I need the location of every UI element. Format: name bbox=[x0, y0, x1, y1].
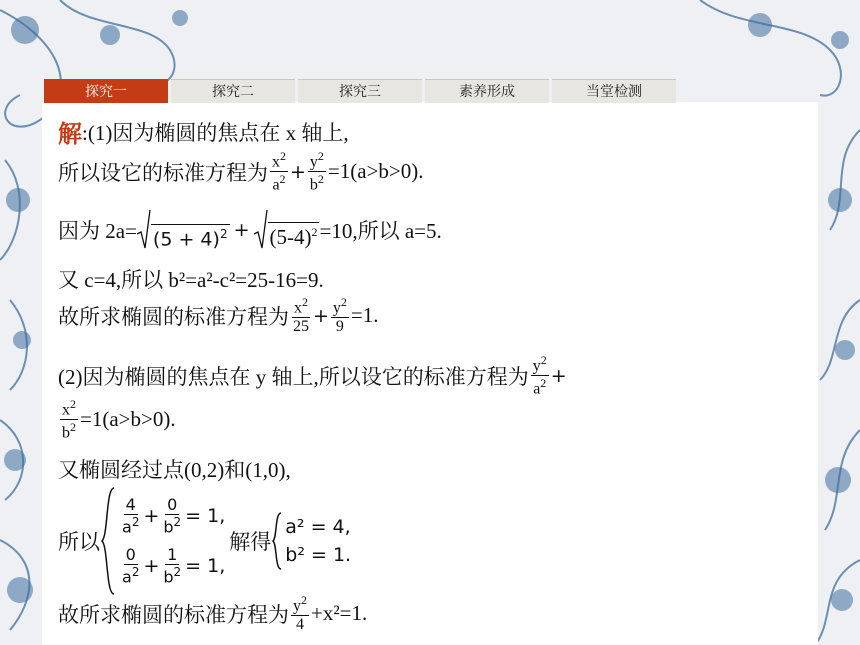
line-10-end: +x²=1. bbox=[311, 601, 368, 626]
line-10-text: 故所求椭圆的标准方程为 bbox=[58, 602, 289, 627]
solve-text: 解得 bbox=[229, 530, 272, 554]
fraction-y2-9: $\frac{y^2}{9}$ bbox=[332, 295, 347, 336]
line-2-text: 所以设它的标准方程为 bbox=[58, 160, 268, 185]
fraction-y2-4: $\frac{y^2}{4}$ bbox=[293, 593, 307, 634]
solution-system bbox=[285, 513, 351, 569]
sqrt-2: $(5-4)^2$ bbox=[254, 210, 320, 250]
line-1-text: :(1)因为椭圆的焦点在 x 轴上, bbox=[82, 120, 349, 145]
left-brace bbox=[100, 486, 116, 596]
equation-1: $\frac{4}{a^2}$ + $\frac{0}{b^2}$ = 1, bbox=[122, 494, 226, 537]
tab-explore-2[interactable]: 探究二 bbox=[171, 79, 295, 103]
line-3: 因为 2a= $(5 + 4)^2$ + $(5-4)^2$ =10,所以 a=5. bbox=[58, 210, 442, 250]
line-3-text: 因为 2a= bbox=[58, 219, 137, 243]
line-2-end: =1(a>b>0). bbox=[327, 159, 424, 184]
equation-system bbox=[118, 491, 225, 591]
equation-2-rhs: = 1, bbox=[185, 554, 226, 577]
fraction-y2-a2: $\frac{y^2}{a^2}$ bbox=[532, 353, 547, 398]
radical-sign bbox=[254, 210, 268, 250]
line-3-end: =10,所以 a=5. bbox=[319, 219, 442, 243]
tab-class-test[interactable]: 当堂检测 bbox=[552, 79, 676, 103]
solution-label: 解 bbox=[58, 122, 82, 148]
line-1 bbox=[58, 114, 349, 149]
radicand-2: (5-4) bbox=[269, 225, 312, 249]
line-10 bbox=[58, 594, 367, 633]
line-8 bbox=[58, 454, 291, 484]
fraction-x2-25: $\frac{x^2}{25}$ bbox=[293, 295, 309, 336]
solution-b: b² = 1. bbox=[285, 544, 352, 566]
equation-2: $\frac{0}{a^2}$ + $\frac{1}{b^2}$ = 1, bbox=[122, 544, 226, 587]
line-7-end: =1(a>b>0). bbox=[80, 407, 176, 432]
line-8-text: 又椭圆经过点(0,2)和(1,0), bbox=[58, 458, 291, 482]
line-2: 所以设它的标准方程为 $\frac{x^2}{a^2}$ + $\frac{y^2}{b^2}$ =1(a>b>0). bbox=[58, 149, 424, 194]
sqrt-1: $(5 + 4)^2$ bbox=[137, 210, 230, 250]
fraction-x2-b2: $\frac{x^2}{b^2}$ bbox=[62, 397, 76, 442]
radicand-1: (5 + 4) bbox=[152, 228, 220, 250]
tab-bar bbox=[44, 79, 679, 103]
tab-literacy[interactable]: 素养形成 bbox=[425, 79, 549, 103]
tab-explore-3[interactable]: 探究三 bbox=[298, 79, 422, 103]
tab-explore-1[interactable]: 探究一 bbox=[44, 79, 168, 103]
left-brace-small bbox=[271, 511, 283, 571]
solution-a: a² = 4, bbox=[285, 516, 351, 538]
line-9-text: 所以 bbox=[58, 530, 100, 554]
line-7 bbox=[58, 398, 176, 442]
line-5-end: =1. bbox=[350, 303, 379, 328]
line-4-text: 又 c=4,所以 b²=a²-c²=25-16=9. bbox=[58, 268, 324, 292]
equation-1-rhs: = 1, bbox=[185, 504, 226, 527]
line-5-text: 故所求椭圆的标准方程为 bbox=[58, 304, 289, 329]
line-4 bbox=[58, 264, 324, 294]
radical-sign bbox=[137, 210, 151, 250]
line-6: (2)因为椭圆的焦点在 y 轴上,所以设它的标准方程为 $\frac{y^2}{a^2}$ + bbox=[58, 353, 567, 398]
line-9 bbox=[58, 486, 351, 596]
line-6-text: (2)因为椭圆的焦点在 y 轴上,所以设它的标准方程为 bbox=[58, 364, 529, 389]
line-5: 故所求椭圆的标准方程为 $\frac{x^2}{25}$ + $\frac{y^2}{9}$ =1. bbox=[58, 295, 379, 336]
fraction-x2-a2: $\frac{x^2}{a^2}$ bbox=[272, 149, 286, 194]
fraction-y2-b2: $\frac{y^2}{b^2}$ bbox=[309, 149, 324, 194]
